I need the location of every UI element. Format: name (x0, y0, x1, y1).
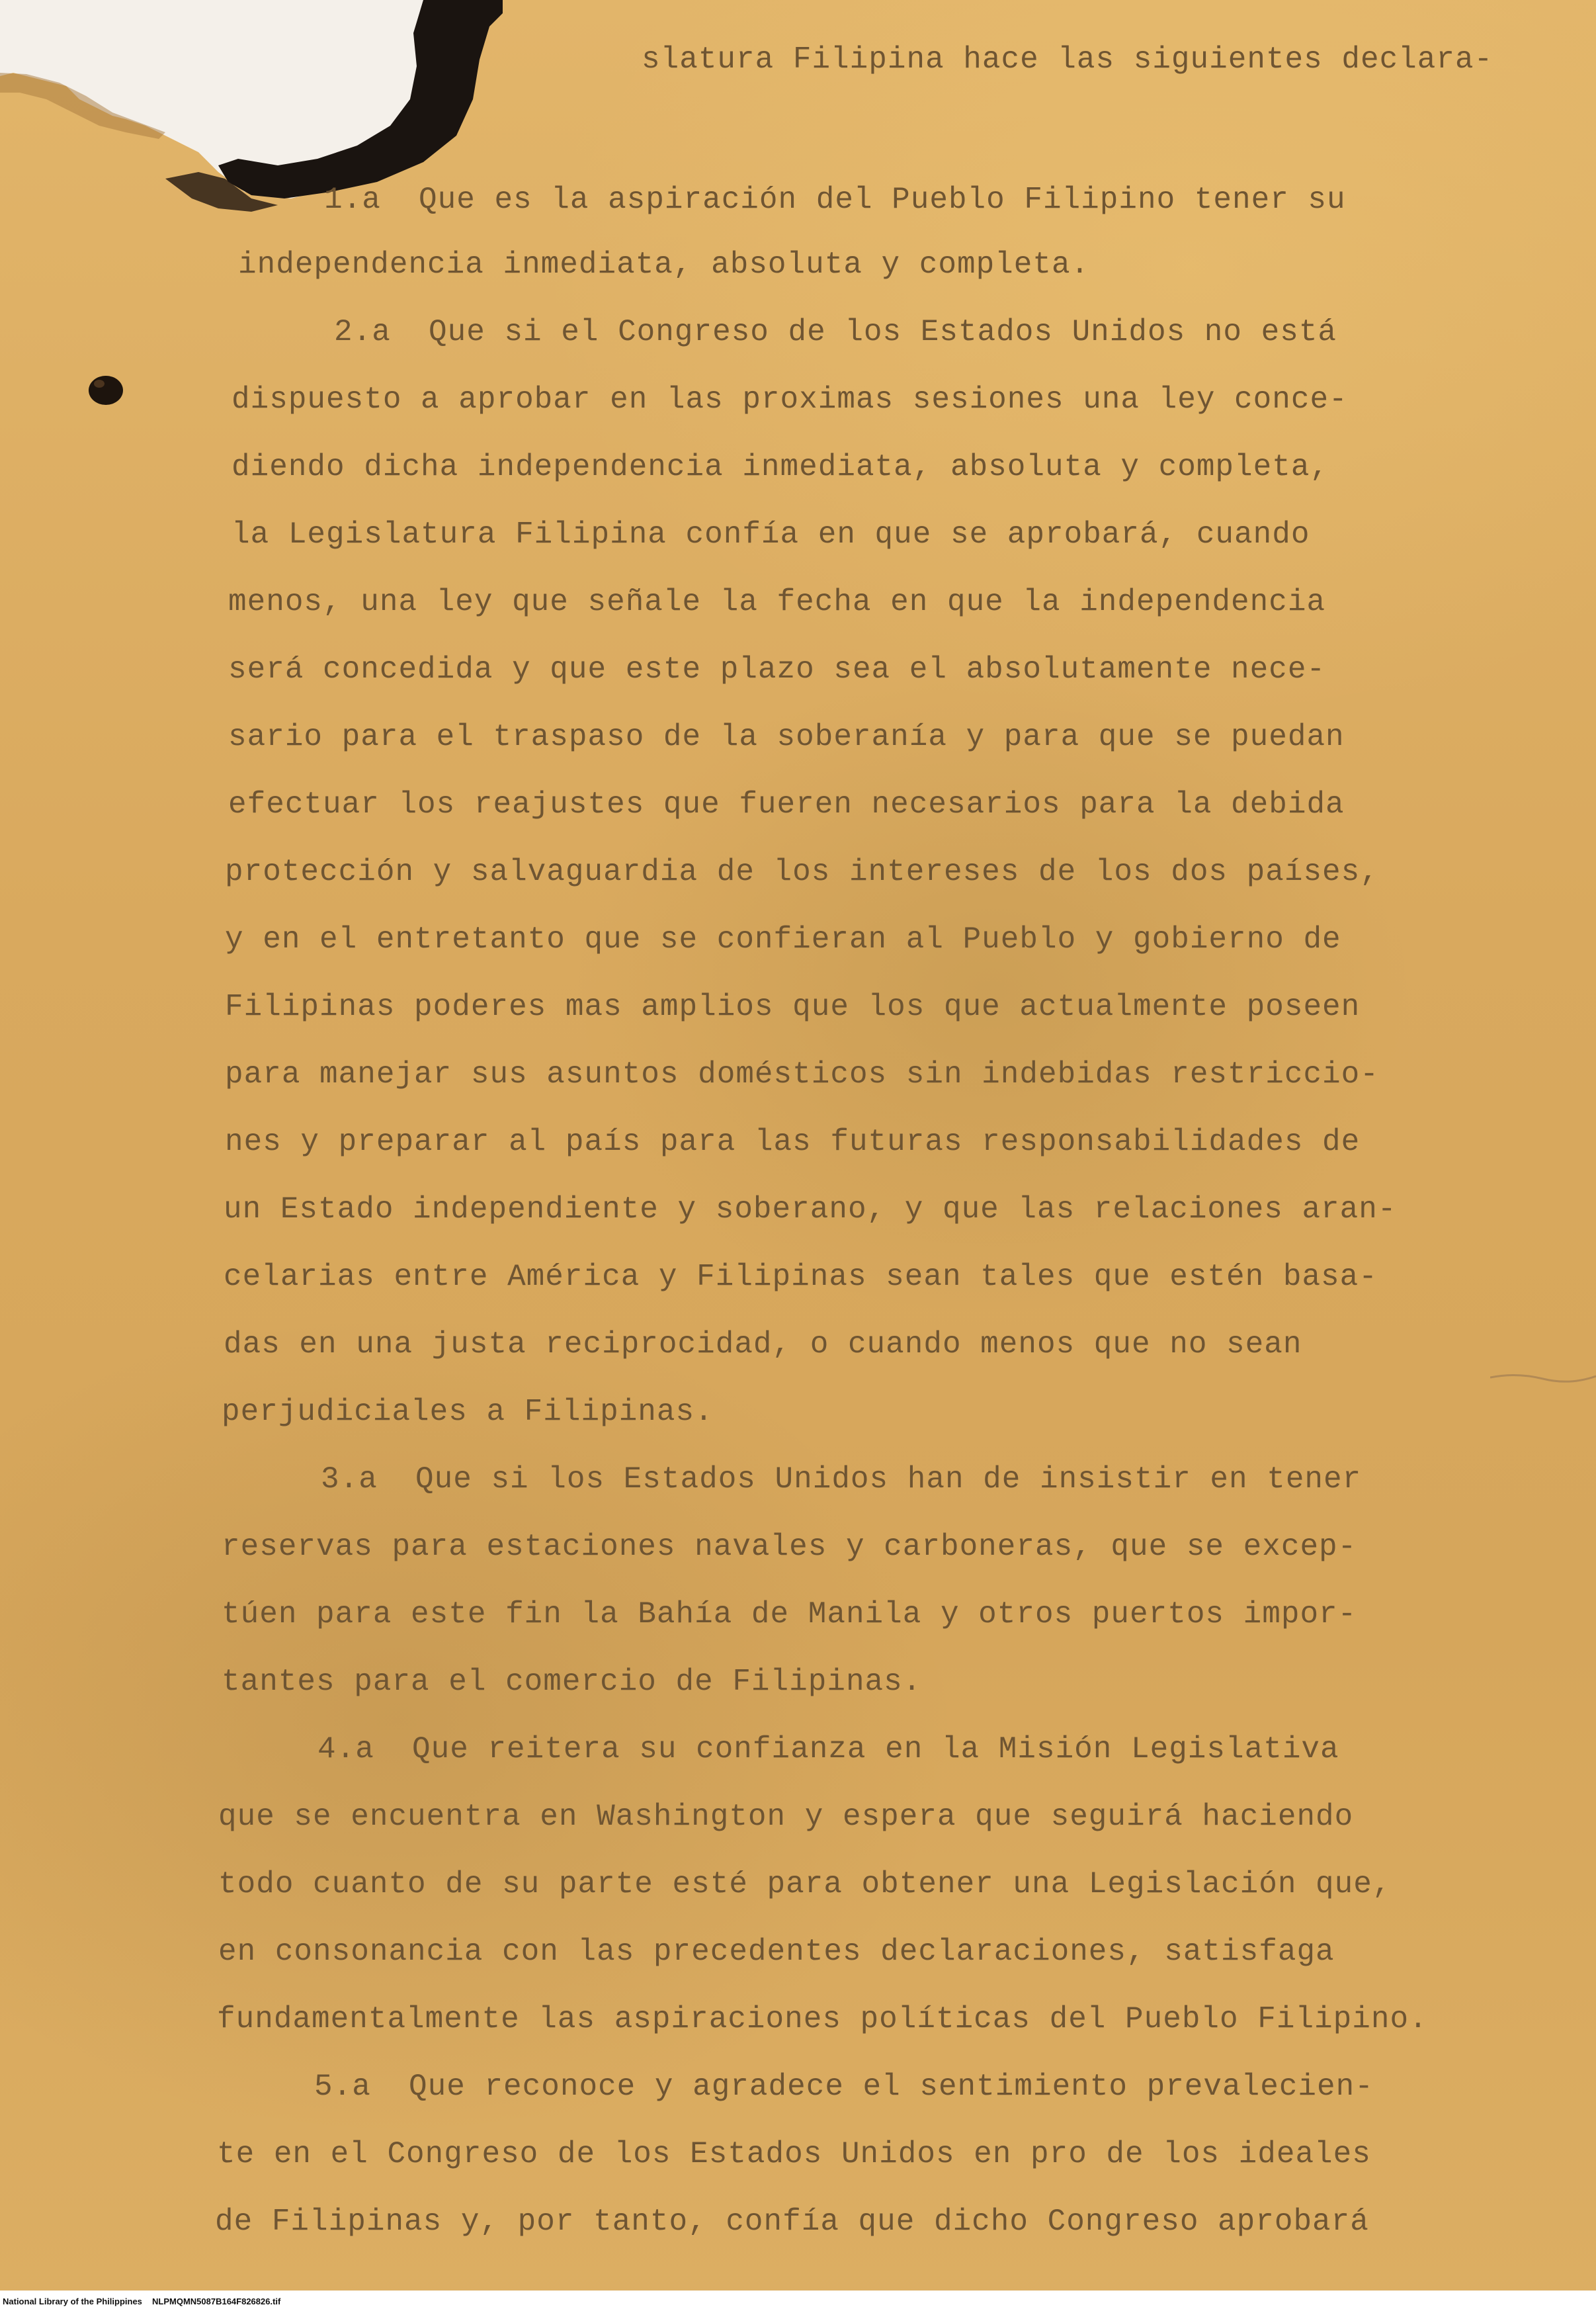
text-line: la Legislatura Filipina confía en que se aprobará, cuando (231, 517, 1310, 552)
text-line: efectuar los reajustes que fueren necesarios para la debida (228, 787, 1345, 822)
scan-footer (0, 2291, 1596, 2313)
text-line: reservas para estaciones navales y carboneras, que se excep- (222, 1530, 1357, 1564)
text-line: sario para el traspaso de la soberanía y para que se puedan (228, 720, 1345, 754)
text-line: independencia inmediata, absoluta y completa. (238, 247, 1090, 282)
text-line: será concedida y que este plazo sea el absolutamente nece- (228, 652, 1326, 687)
text-line: 5.a Que reconoce y agradece el sentimiento prevalecien- (314, 2070, 1374, 2104)
text-line: 4.a Que reitera su confianza en la Misión Legislativa (317, 1732, 1339, 1767)
text-line: protección y salvaguardia de los intereses de los dos países, (225, 855, 1379, 889)
text-line: 3.a Que si los Estados Unidos han de insistir en tener (321, 1462, 1362, 1497)
ink-spot (85, 371, 131, 410)
library-credit: National Library of the Philippines (3, 2296, 142, 2306)
text-line: 2.a Que si el Congreso de los Estados Unidos no está (334, 315, 1337, 349)
text-line: te en el Congreso de los Estados Unidos en pro de los ideales (217, 2137, 1371, 2171)
text-line: celarias entre América y Filipinas sean tales que estén basa- (224, 1260, 1378, 1294)
text-line: das en una justa reciprocidad, o cuando menos que no sean (224, 1327, 1302, 1362)
text-line: en consonancia con las precedentes declaraciones, satisfaga (218, 1935, 1335, 1969)
file-identifier: NLPMQMN5087B164F826826.tif (152, 2296, 281, 2306)
text-line: nes y preparar al país para las futuras responsabilidades de (225, 1125, 1361, 1159)
text-line: menos, una ley que señale la fecha en que la independencia (228, 585, 1326, 619)
text-line: slatura Filipina hace las siguientes declara- (642, 42, 1493, 77)
text-line: dispuesto a aprobar en las proximas sesiones una ley conce- (231, 382, 1348, 417)
text-line: que se encuentra en Washington y espera que seguirá haciendo (218, 1800, 1354, 1834)
text-line: diendo dicha independencia inmediata, absoluta y completa, (231, 450, 1329, 484)
text-line: perjudiciales a Filipinas. (222, 1395, 714, 1429)
text-line: de Filipinas y, por tanto, confía que dicho Congreso aprobará (215, 2204, 1369, 2239)
text-line: túen para este fin la Bahía de Manila y otros puertos impor- (222, 1597, 1357, 1632)
text-line: todo cuanto de su parte esté para obtener una Legislación que, (218, 1867, 1392, 1901)
paper-edge-mark (1490, 1370, 1596, 1385)
text-line: fundamentalmente las aspiraciones políticas del Pueblo Filipino. (217, 2002, 1428, 2036)
text-line: para manejar sus asuntos domésticos sin indebidas restriccio- (225, 1057, 1379, 1092)
text-line: tantes para el comercio de Filipinas. (222, 1665, 922, 1699)
text-line: un Estado independiente y soberano, y que las relaciones aran- (224, 1192, 1397, 1227)
text-line: y en el entretanto que se confieran al Pueblo y gobierno de (225, 922, 1341, 957)
text-line: 1.a Que es la aspiración del Pueblo Filipino tener su (324, 183, 1346, 217)
text-line: Filipinas poderes mas amplios que los que actualmente poseen (225, 990, 1361, 1024)
